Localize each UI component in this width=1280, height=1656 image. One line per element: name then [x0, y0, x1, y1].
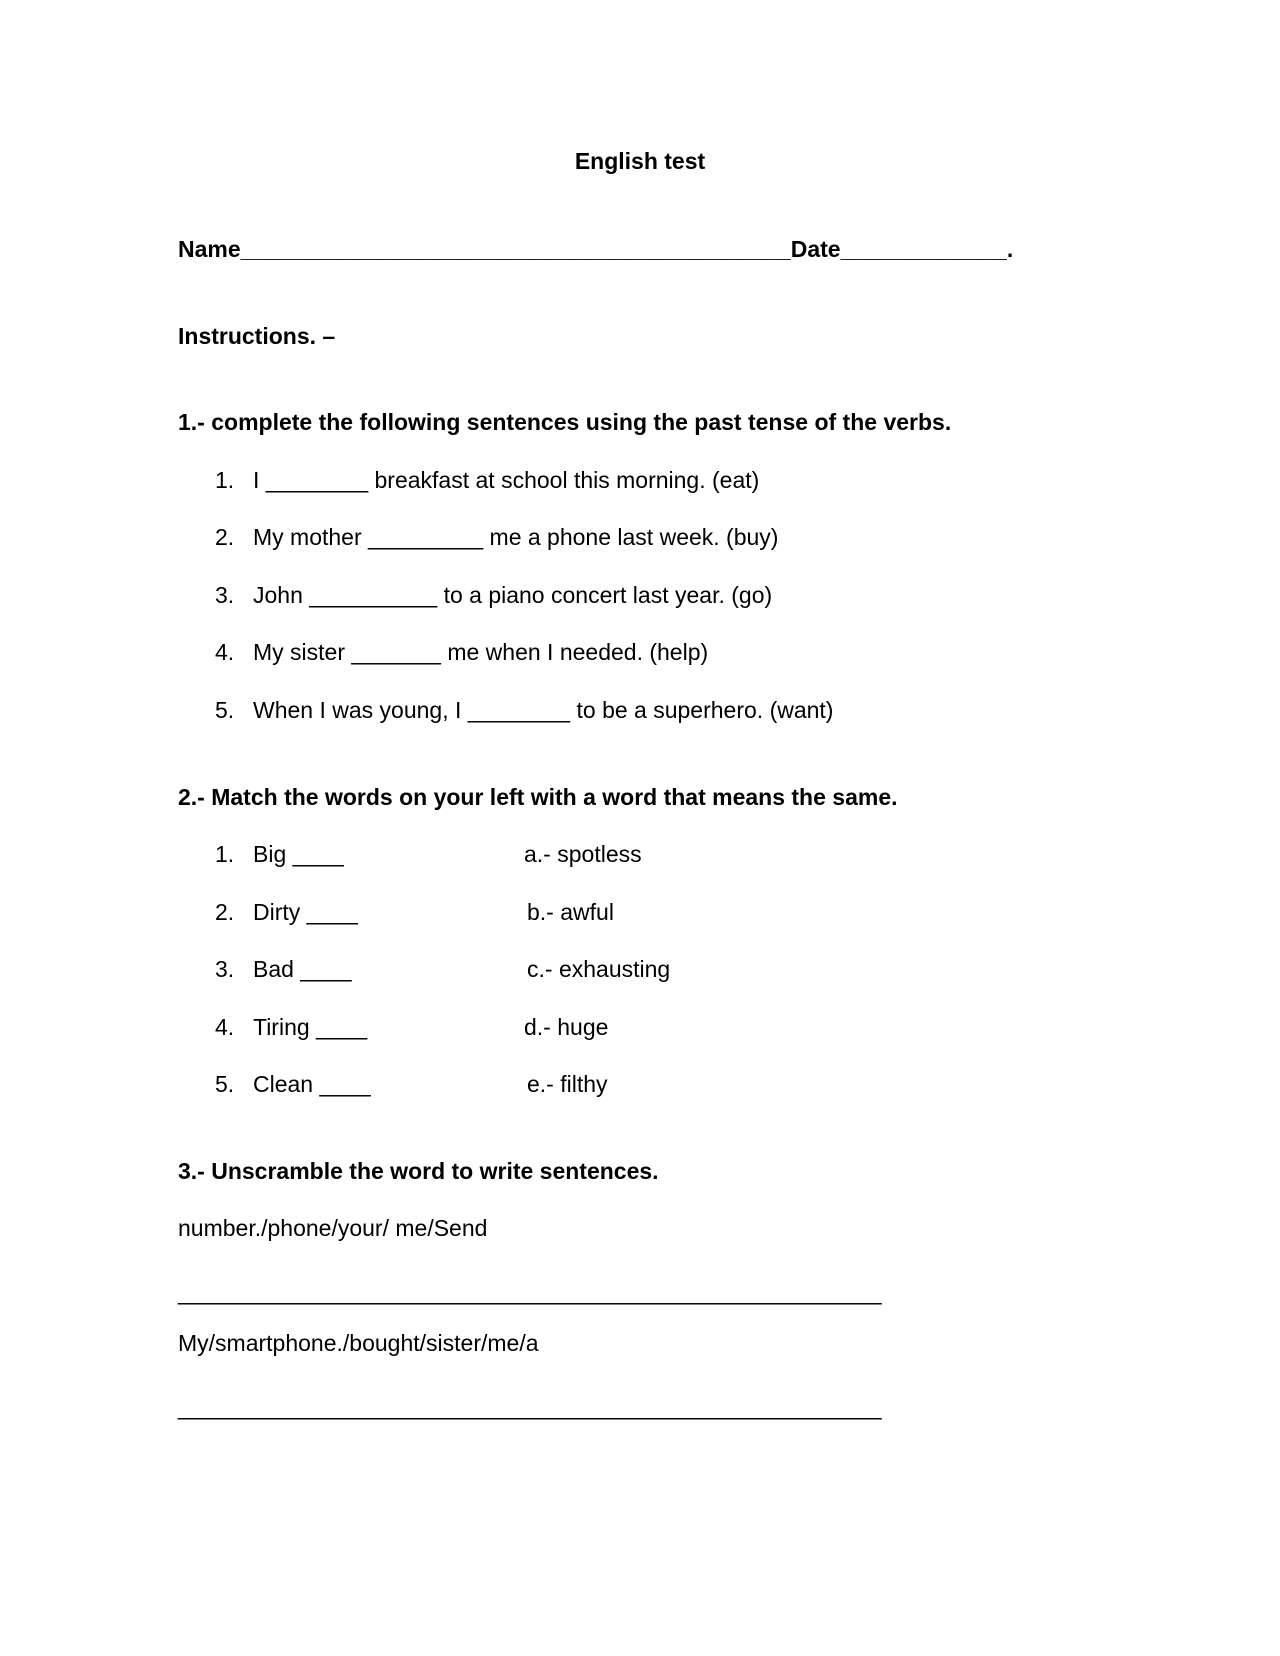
match-left-number: 5.: [215, 1071, 235, 1097]
section2-heading: 2.- Match the words on your left with a word that means the same.: [178, 784, 898, 810]
section1-item-number: 4.: [215, 639, 235, 665]
section1-item-text: John __________ to a piano concert last year. (go): [253, 582, 773, 608]
match-left-number: 3.: [215, 956, 235, 982]
match-left-word: Tiring ____: [253, 1014, 368, 1040]
section1-item-number: 2.: [215, 524, 235, 550]
name-blank: ___________________________________________: [240, 236, 791, 262]
section3-heading: 3.- Unscramble the word to write sentences.: [178, 1158, 659, 1184]
section1-heading: 1.- complete the following sentences using the past tense of the verbs.: [178, 409, 952, 435]
name-date-line: [178, 238, 1013, 261]
section1-item-text: My sister _______ me when I needed. (help): [253, 639, 709, 665]
match-left-number: 2.: [215, 899, 235, 925]
match-left-word: Big ____: [253, 841, 344, 867]
answer-line: _______________________________________________________: [178, 1279, 882, 1305]
date-label: Date: [790, 236, 841, 262]
match-left-number: 4.: [215, 1014, 235, 1040]
match-right-option: c.- exhausting: [527, 956, 671, 982]
match-left-word: Bad ____: [253, 956, 352, 982]
answer-line: _______________________________________________________: [178, 1394, 882, 1420]
match-right-option: a.- spotless: [524, 841, 642, 867]
match-left-word: Clean ____: [253, 1071, 371, 1097]
date-blank: _____________: [840, 236, 1007, 262]
match-right-option: b.- awful: [527, 899, 614, 925]
match-right-option: d.- huge: [524, 1014, 609, 1040]
scrambled-sentence: My/smartphone./bought/sister/me/a: [178, 1330, 539, 1356]
section1-item-text: When I was young, I ________ to be a superhero. (want): [253, 697, 834, 723]
section1-item-number: 1.: [215, 467, 235, 493]
date-end: .: [1006, 236, 1014, 262]
instructions-heading: Instructions. –: [178, 323, 336, 349]
section1-item-text: I ________ breakfast at school this morning. (eat): [253, 467, 760, 493]
scrambled-sentence: number./phone/your/ me/Send: [178, 1215, 488, 1241]
match-left-word: Dirty ____: [253, 899, 358, 925]
match-right-option: e.- filthy: [527, 1071, 608, 1097]
section1-item-number: 5.: [215, 697, 235, 723]
section1-item-text: My mother _________ me a phone last week. (buy): [253, 524, 779, 550]
page-title: English test: [574, 148, 706, 174]
name-label: Name: [178, 236, 241, 262]
match-left-number: 1.: [215, 841, 235, 867]
section1-item-number: 3.: [215, 582, 235, 608]
